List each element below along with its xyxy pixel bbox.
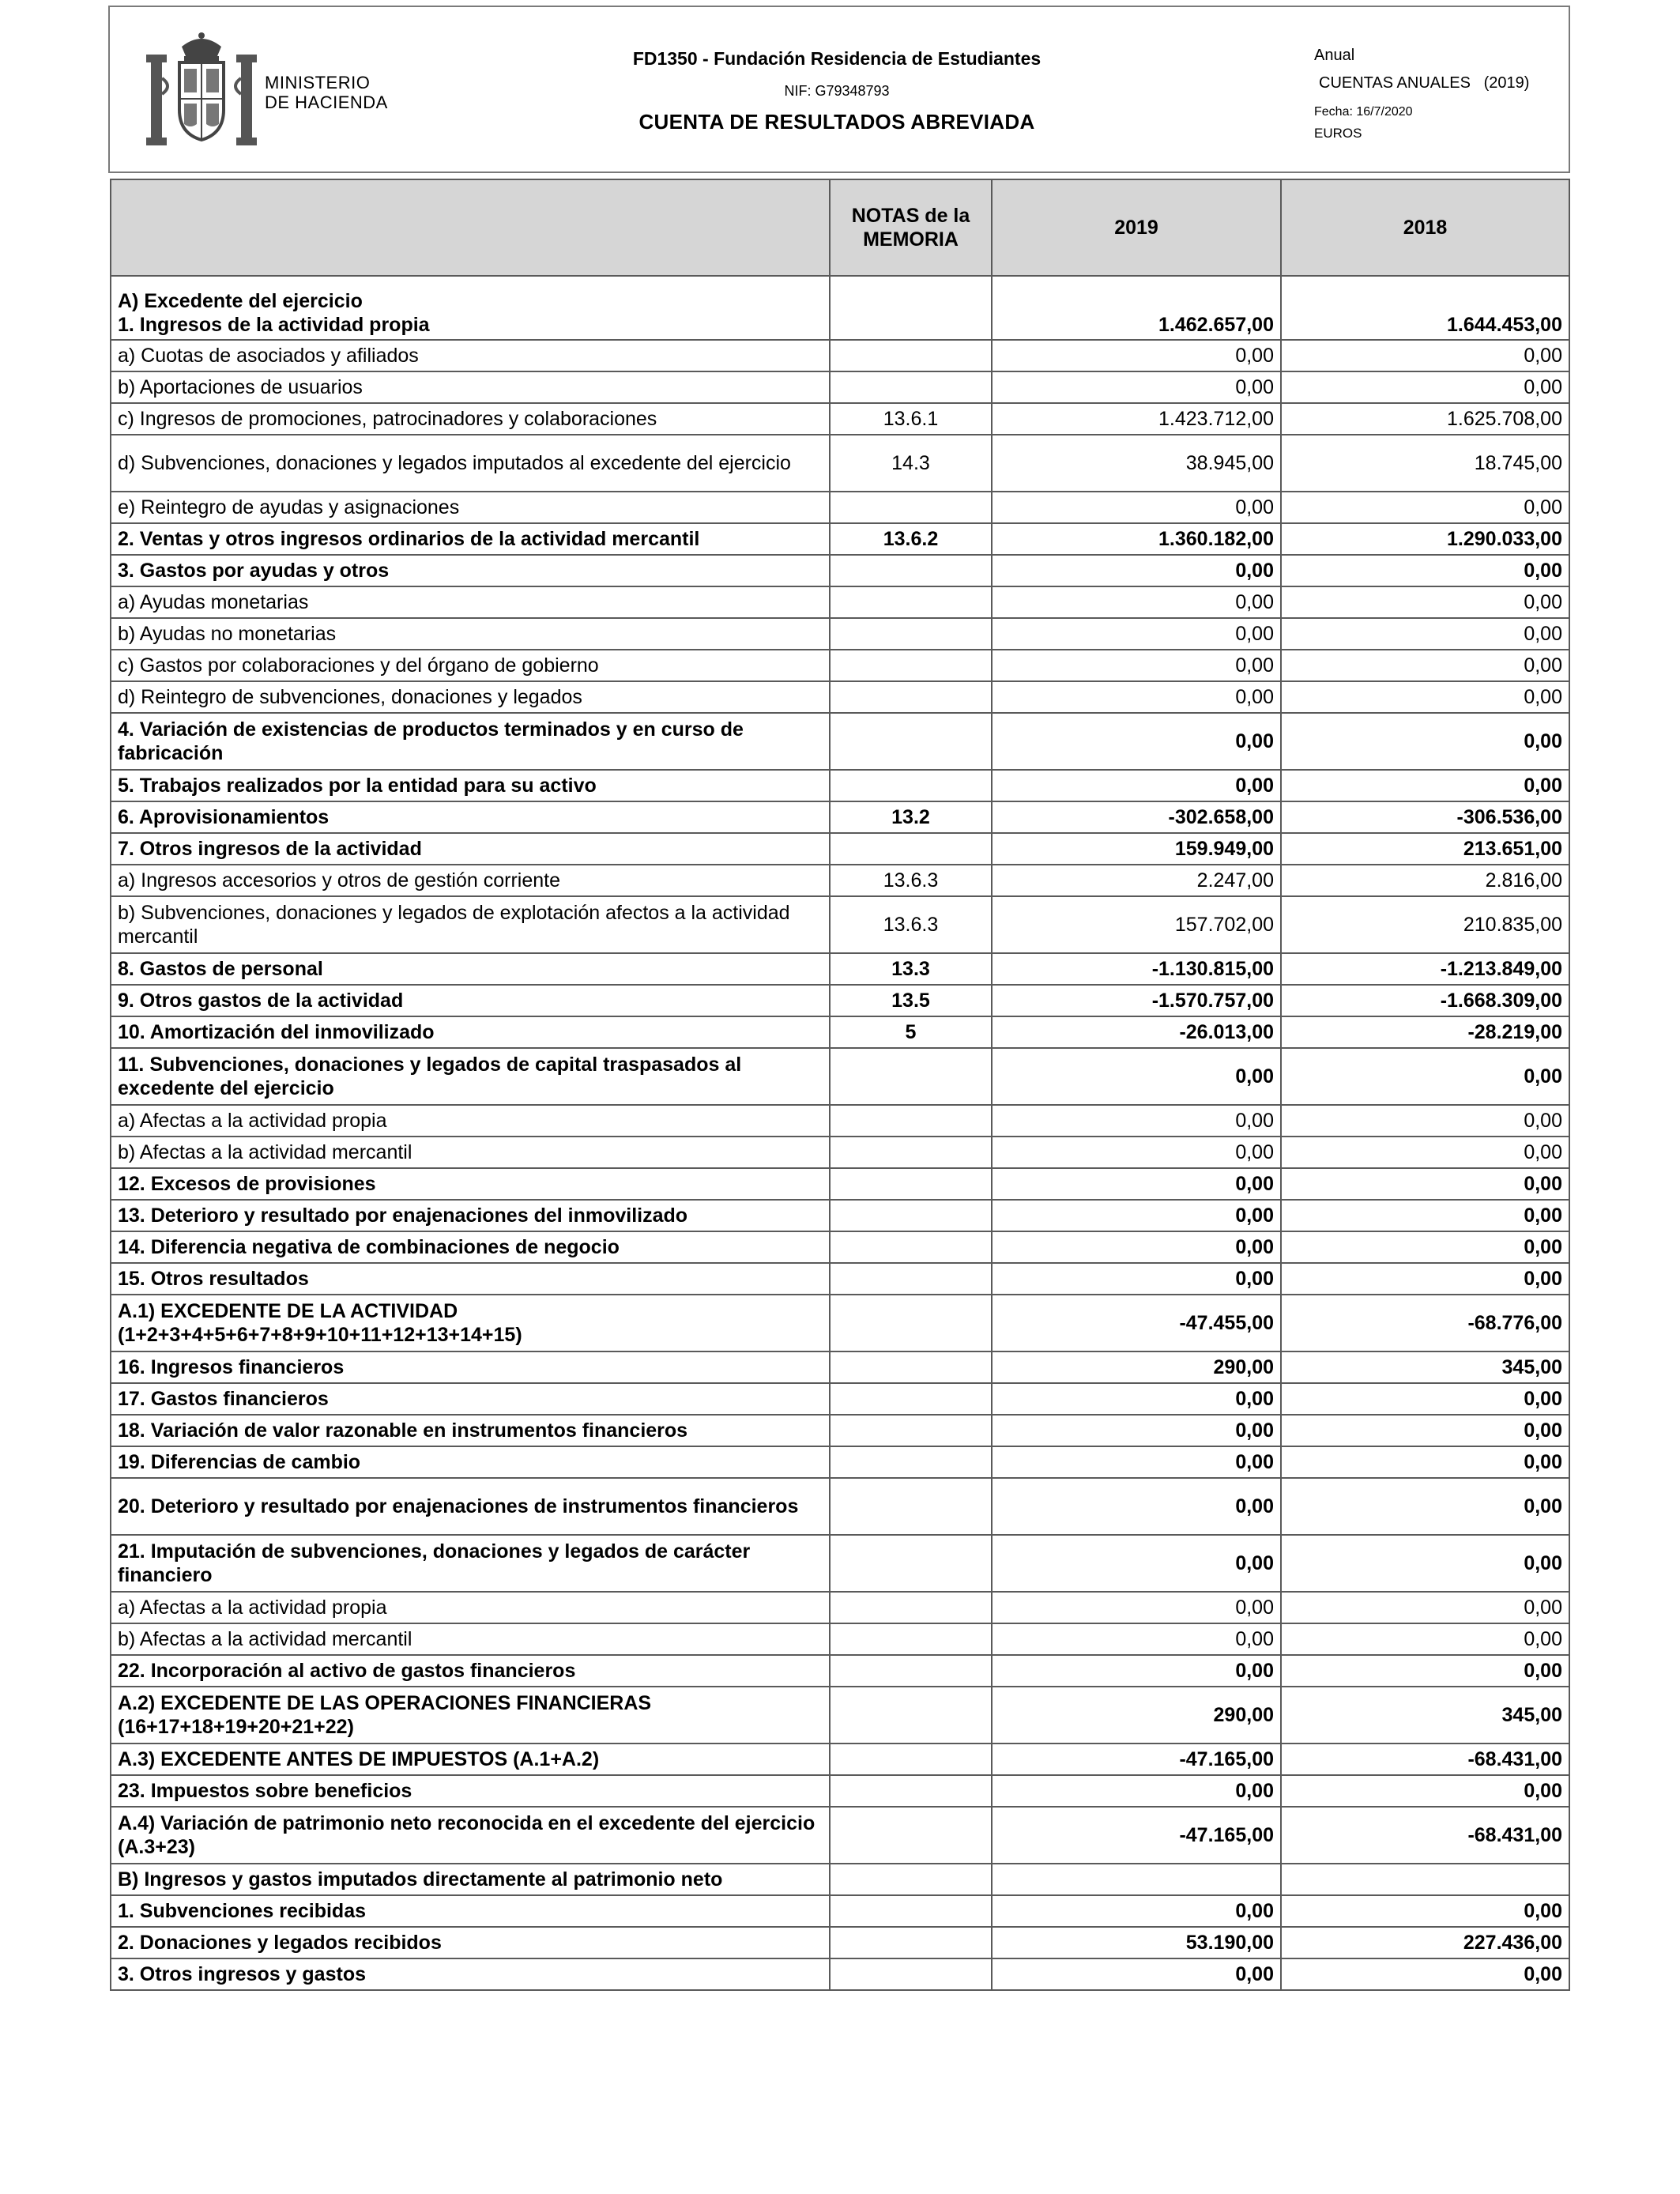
- row-value-2018: 0,00: [1281, 681, 1569, 713]
- table-row: [111, 833, 1569, 865]
- table-row: [111, 650, 1569, 681]
- row-description: 21. Imputación de subvenciones, donaciones y legados de carácter financiero: [111, 1535, 830, 1592]
- row-note: [830, 618, 992, 650]
- organization-nif: NIF: G79348793: [784, 83, 890, 99]
- table-row: [111, 1687, 1569, 1744]
- row-note: [830, 1535, 992, 1592]
- row-value-2019: 0,00: [992, 650, 1281, 681]
- row-value-2018: 0,00: [1281, 1048, 1569, 1105]
- row-value-2018: 0,00: [1281, 1775, 1569, 1807]
- row-value-2018: 1.644.453,00: [1281, 276, 1569, 340]
- row-note: [830, 681, 992, 713]
- row-value-2018: 0,00: [1281, 770, 1569, 801]
- table-row: [111, 1535, 1569, 1592]
- row-value-2018: 0,00: [1281, 586, 1569, 618]
- document-title: CUENTA DE RESULTADOS ABREVIADA: [638, 110, 1035, 134]
- row-note: [830, 1927, 992, 1958]
- row-description: a) Ayudas monetarias: [111, 586, 830, 618]
- row-value-2019: -47.165,00: [992, 1744, 1281, 1775]
- table-header-row: [111, 179, 1569, 276]
- row-note: [830, 713, 992, 770]
- table-row: [111, 523, 1569, 555]
- row-value-2018: 0,00: [1281, 1592, 1569, 1623]
- row-value-2018: -68.431,00: [1281, 1807, 1569, 1864]
- row-label: 1. Ingresos de la actividad propia: [118, 314, 430, 336]
- row-value-2018: -28.219,00: [1281, 1016, 1569, 1048]
- row-value-2019: 0,00: [992, 1623, 1281, 1655]
- table-row: [111, 1351, 1569, 1383]
- table-row: [111, 403, 1569, 435]
- table-row: [111, 1383, 1569, 1415]
- row-value-2019: -47.165,00: [992, 1807, 1281, 1864]
- row-note: 13.5: [830, 985, 992, 1016]
- row-description: c) Ingresos de promociones, patrocinadores y colaboraciones: [111, 403, 830, 435]
- row-value-2018: 18.745,00: [1281, 435, 1569, 492]
- row-value-2019: 0,00: [992, 1592, 1281, 1623]
- row-value-2018: 0,00: [1281, 1623, 1569, 1655]
- row-value-2018: 1.290.033,00: [1281, 523, 1569, 555]
- table-row: [111, 1655, 1569, 1687]
- row-description: c) Gastos por colaboraciones y del órgano de gobierno: [111, 650, 830, 681]
- row-description: 13. Deterioro y resultado por enajenaciones del inmovilizado: [111, 1200, 830, 1231]
- table-row: [111, 1864, 1569, 1895]
- row-note: [830, 1478, 992, 1535]
- row-description: 12. Excesos de provisiones: [111, 1168, 830, 1200]
- row-note: [830, 1231, 992, 1263]
- row-value-2019: -302.658,00: [992, 801, 1281, 833]
- table-row: [111, 586, 1569, 618]
- row-description: 22. Incorporación al activo de gastos financieros: [111, 1655, 830, 1687]
- row-description: a) Afectas a la actividad propia: [111, 1105, 830, 1137]
- row-description: B) Ingresos y gastos imputados directamente al patrimonio neto: [111, 1864, 830, 1895]
- row-value-2019: 0,00: [992, 1105, 1281, 1137]
- table-row: [111, 1295, 1569, 1351]
- row-note: [830, 1744, 992, 1775]
- row-description: d) Subvenciones, donaciones y legados imputados al excedente del ejercicio: [111, 435, 830, 492]
- row-note: [830, 586, 992, 618]
- row-description: 7. Otros ingresos de la actividad: [111, 833, 830, 865]
- row-note: [830, 1383, 992, 1415]
- row-value-2019: 0,00: [992, 1200, 1281, 1231]
- row-value-2019: 0,00: [992, 1535, 1281, 1592]
- row-note: 13.6.1: [830, 403, 992, 435]
- column-header-2019: 2019: [992, 179, 1281, 276]
- row-value-2018: 0,00: [1281, 713, 1569, 770]
- table-row: [111, 435, 1569, 492]
- row-description: 2. Ventas y otros ingresos ordinarios de la actividad mercantil: [111, 523, 830, 555]
- row-value-2018: 0,00: [1281, 1415, 1569, 1446]
- row-note: [830, 833, 992, 865]
- row-value-2019: 0,00: [992, 1048, 1281, 1105]
- table-row: [111, 1231, 1569, 1263]
- section-title: A) Excedente del ejercicio: [118, 290, 363, 312]
- row-value-2018: 0,00: [1281, 650, 1569, 681]
- row-value-2018: 345,00: [1281, 1687, 1569, 1744]
- row-note: [830, 1807, 992, 1864]
- row-value-2018: 0,00: [1281, 1895, 1569, 1927]
- row-value-2019: 0,00: [992, 586, 1281, 618]
- table-row: [111, 371, 1569, 403]
- row-value-2018: 0,00: [1281, 1446, 1569, 1478]
- row-value-2018: 0,00: [1281, 1383, 1569, 1415]
- row-note: [830, 770, 992, 801]
- row-value-2018: 0,00: [1281, 1958, 1569, 1990]
- row-value-2018: 0,00: [1281, 1478, 1569, 1535]
- row-value-2018: 1.625.708,00: [1281, 403, 1569, 435]
- row-description: b) Aportaciones de usuarios: [111, 371, 830, 403]
- row-note: [830, 371, 992, 403]
- row-value-2019: 157.702,00: [992, 896, 1281, 953]
- row-note: 13.6.3: [830, 865, 992, 896]
- row-value-2018: 227.436,00: [1281, 1927, 1569, 1958]
- row-value-2019: [992, 1864, 1281, 1895]
- column-header-2018: 2018: [1281, 179, 1569, 276]
- row-value-2019: 38.945,00: [992, 435, 1281, 492]
- organization-title: FD1350 - Fundación Residencia de Estudiantes: [632, 48, 1042, 69]
- row-value-2019: 290,00: [992, 1687, 1281, 1744]
- row-value-2019: 0,00: [992, 1137, 1281, 1168]
- table-row: [111, 1958, 1569, 1990]
- table-row: [111, 1446, 1569, 1478]
- row-value-2019: -1.570.757,00: [992, 985, 1281, 1016]
- row-description: 17. Gastos financieros: [111, 1383, 830, 1415]
- table-row: [111, 985, 1569, 1016]
- row-note: [830, 1623, 992, 1655]
- date-label: Fecha: 16/7/2020: [1314, 105, 1413, 119]
- row-value-2019: 290,00: [992, 1351, 1281, 1383]
- row-value-2019: -1.130.815,00: [992, 953, 1281, 985]
- table-row: [111, 555, 1569, 586]
- row-note: [830, 1958, 992, 1990]
- row-value-2018: -306.536,00: [1281, 801, 1569, 833]
- row-value-2018: 0,00: [1281, 618, 1569, 650]
- row-description: a) Ingresos accesorios y otros de gestión corriente: [111, 865, 830, 896]
- row-value-2018: [1281, 1864, 1569, 1895]
- row-value-2019: 0,00: [992, 1168, 1281, 1200]
- row-value-2018: -1.668.309,00: [1281, 985, 1569, 1016]
- row-description: b) Ayudas no monetarias: [111, 618, 830, 650]
- table-row: [111, 1048, 1569, 1105]
- table-row: [111, 1927, 1569, 1958]
- table-row: [111, 1415, 1569, 1446]
- row-value-2018: 0,00: [1281, 555, 1569, 586]
- row-value-2019: 0,00: [992, 1958, 1281, 1990]
- row-value-2019: -47.455,00: [992, 1295, 1281, 1351]
- period-label: Anual: [1314, 47, 1355, 64]
- row-value-2018: 210.835,00: [1281, 896, 1569, 953]
- row-value-2019: 0,00: [992, 371, 1281, 403]
- row-note: [830, 1295, 992, 1351]
- table-row: [111, 1263, 1569, 1295]
- row-description: 8. Gastos de personal: [111, 953, 830, 985]
- row-note: [830, 650, 992, 681]
- row-value-2018: 0,00: [1281, 492, 1569, 523]
- table-row: [111, 770, 1569, 801]
- table-row: [111, 1592, 1569, 1623]
- row-value-2019: 0,00: [992, 555, 1281, 586]
- row-note: 13.6.3: [830, 896, 992, 953]
- row-value-2019: 0,00: [992, 618, 1281, 650]
- row-note: [830, 555, 992, 586]
- row-description: A.2) EXCEDENTE DE LAS OPERACIONES FINANCIERAS (16+17+18+19+20+21+22): [111, 1687, 830, 1744]
- row-note: [830, 1263, 992, 1295]
- row-description: A.4) Variación de patrimonio neto reconocida en el excedente del ejercicio (A.3+23): [111, 1807, 830, 1864]
- column-header-description: [111, 179, 830, 276]
- row-description: [111, 276, 830, 340]
- row-description: A.1) EXCEDENTE DE LA ACTIVIDAD (1+2+3+4+5+6+7+8+9+10+11+12+13+14+15): [111, 1295, 830, 1351]
- currency-label: EUROS: [1314, 126, 1362, 141]
- row-note: [830, 1864, 992, 1895]
- row-note: 13.2: [830, 801, 992, 833]
- table-row: [111, 896, 1569, 953]
- row-value-2018: 0,00: [1281, 1105, 1569, 1137]
- row-description: 9. Otros gastos de la actividad: [111, 985, 830, 1016]
- table-row: [111, 492, 1569, 523]
- row-value-2018: 0,00: [1281, 1263, 1569, 1295]
- table-row: [111, 1895, 1569, 1927]
- row-description: A.3) EXCEDENTE ANTES DE IMPUESTOS (A.1+A.2): [111, 1744, 830, 1775]
- row-value-2019: 0,00: [992, 492, 1281, 523]
- row-note: [830, 276, 992, 340]
- row-value-2019: 1.462.657,00: [992, 276, 1281, 340]
- row-value-2019: 0,00: [992, 713, 1281, 770]
- table-row: [111, 1478, 1569, 1535]
- row-description: 15. Otros resultados: [111, 1263, 830, 1295]
- table-row: [111, 865, 1569, 896]
- row-value-2019: 0,00: [992, 681, 1281, 713]
- row-note: [830, 1687, 992, 1744]
- row-value-2018: 0,00: [1281, 1535, 1569, 1592]
- row-description: d) Reintegro de subvenciones, donaciones y legados: [111, 681, 830, 713]
- table-row: [111, 340, 1569, 371]
- row-value-2019: 1.360.182,00: [992, 523, 1281, 555]
- row-description: 20. Deterioro y resultado por enajenaciones de instrumentos financieros: [111, 1478, 830, 1535]
- row-value-2018: -68.776,00: [1281, 1295, 1569, 1351]
- table-row: [111, 801, 1569, 833]
- row-value-2018: 0,00: [1281, 1137, 1569, 1168]
- row-value-2018: 0,00: [1281, 371, 1569, 403]
- row-note: 14.3: [830, 435, 992, 492]
- table-row: [111, 953, 1569, 985]
- row-value-2019: 0,00: [992, 1263, 1281, 1295]
- row-note: [830, 1446, 992, 1478]
- ministry-name: MINISTERIO DE HACIENDA: [265, 73, 388, 112]
- table-row: [111, 713, 1569, 770]
- row-value-2019: 0,00: [992, 1383, 1281, 1415]
- table-row: [111, 1623, 1569, 1655]
- row-value-2019: 0,00: [992, 1446, 1281, 1478]
- row-description: b) Afectas a la actividad mercantil: [111, 1623, 830, 1655]
- table-row: [111, 1137, 1569, 1168]
- row-description: a) Afectas a la actividad propia: [111, 1592, 830, 1623]
- row-note: [830, 1895, 992, 1927]
- table-row: [111, 1807, 1569, 1864]
- table-row: [111, 1200, 1569, 1231]
- table-row: [111, 681, 1569, 713]
- row-description: 16. Ingresos financieros: [111, 1351, 830, 1383]
- row-value-2018: 213.651,00: [1281, 833, 1569, 865]
- row-note: [830, 1775, 992, 1807]
- table-row: [111, 1105, 1569, 1137]
- row-note: [830, 1168, 992, 1200]
- row-description: 2. Donaciones y legados recibidos: [111, 1927, 830, 1958]
- row-value-2019: 0,00: [992, 1478, 1281, 1535]
- row-value-2019: 0,00: [992, 1655, 1281, 1687]
- row-value-2019: 0,00: [992, 1415, 1281, 1446]
- column-header-notes: NOTAS de la MEMORIA: [830, 179, 992, 276]
- row-value-2019: 0,00: [992, 1231, 1281, 1263]
- row-description: 3. Gastos por ayudas y otros: [111, 555, 830, 586]
- row-description: b) Subvenciones, donaciones y legados de explotación afectos a la actividad mercantil: [111, 896, 830, 953]
- accounts-label: CUENTAS ANUALES (2019): [1319, 74, 1530, 92]
- row-note: [830, 1351, 992, 1383]
- row-note: [830, 492, 992, 523]
- row-value-2019: 159.949,00: [992, 833, 1281, 865]
- row-value-2019: 1.423.712,00: [992, 403, 1281, 435]
- table-row: [111, 1168, 1569, 1200]
- row-description: 18. Variación de valor razonable en instrumentos financieros: [111, 1415, 830, 1446]
- table-row: [111, 1775, 1569, 1807]
- row-note: [830, 1137, 992, 1168]
- row-note: [830, 340, 992, 371]
- table-row: [111, 618, 1569, 650]
- row-value-2019: 0,00: [992, 340, 1281, 371]
- row-note: [830, 1592, 992, 1623]
- row-note: 13.6.2: [830, 523, 992, 555]
- row-value-2019: -26.013,00: [992, 1016, 1281, 1048]
- row-note: 5: [830, 1016, 992, 1048]
- row-value-2018: -68.431,00: [1281, 1744, 1569, 1775]
- row-note: [830, 1655, 992, 1687]
- row-value-2019: 0,00: [992, 770, 1281, 801]
- table-row: [111, 1744, 1569, 1775]
- row-value-2018: 0,00: [1281, 1200, 1569, 1231]
- coat-of-arms-icon: [138, 31, 265, 153]
- row-description: 19. Diferencias de cambio: [111, 1446, 830, 1478]
- row-note: [830, 1105, 992, 1137]
- row-value-2018: 0,00: [1281, 1655, 1569, 1687]
- row-note: [830, 1415, 992, 1446]
- row-value-2019: 53.190,00: [992, 1927, 1281, 1958]
- row-value-2019: 2.247,00: [992, 865, 1281, 896]
- row-value-2018: 0,00: [1281, 1168, 1569, 1200]
- results-table: [110, 179, 1570, 1991]
- document-header: [108, 6, 1570, 173]
- row-value-2018: 345,00: [1281, 1351, 1569, 1383]
- row-description: 3. Otros ingresos y gastos: [111, 1958, 830, 1990]
- row-description: 1. Subvenciones recibidas: [111, 1895, 830, 1927]
- row-value-2018: 0,00: [1281, 1231, 1569, 1263]
- row-value-2019: 0,00: [992, 1895, 1281, 1927]
- row-note: [830, 1200, 992, 1231]
- row-description: e) Reintegro de ayudas y asignaciones: [111, 492, 830, 523]
- table-row: [111, 1016, 1569, 1048]
- row-description: 10. Amortización del inmovilizado: [111, 1016, 830, 1048]
- row-value-2018: -1.213.849,00: [1281, 953, 1569, 985]
- row-description: 4. Variación de existencias de productos terminados y en curso de fabricación: [111, 713, 830, 770]
- table-row-first: [111, 276, 1569, 340]
- row-description: b) Afectas a la actividad mercantil: [111, 1137, 830, 1168]
- row-description: a) Cuotas de asociados y afiliados: [111, 340, 830, 371]
- row-note: 13.3: [830, 953, 992, 985]
- row-value-2019: 0,00: [992, 1775, 1281, 1807]
- row-value-2018: 0,00: [1281, 340, 1569, 371]
- row-description: 5. Trabajos realizados por la entidad para su activo: [111, 770, 830, 801]
- row-description: 14. Diferencia negativa de combinaciones de negocio: [111, 1231, 830, 1263]
- row-description: 23. Impuestos sobre beneficios: [111, 1775, 830, 1807]
- row-description: 11. Subvenciones, donaciones y legados de capital traspasados al excedente del ejercicio: [111, 1048, 830, 1105]
- row-note: [830, 1048, 992, 1105]
- row-description: 6. Aprovisionamientos: [111, 801, 830, 833]
- row-value-2018: 2.816,00: [1281, 865, 1569, 896]
